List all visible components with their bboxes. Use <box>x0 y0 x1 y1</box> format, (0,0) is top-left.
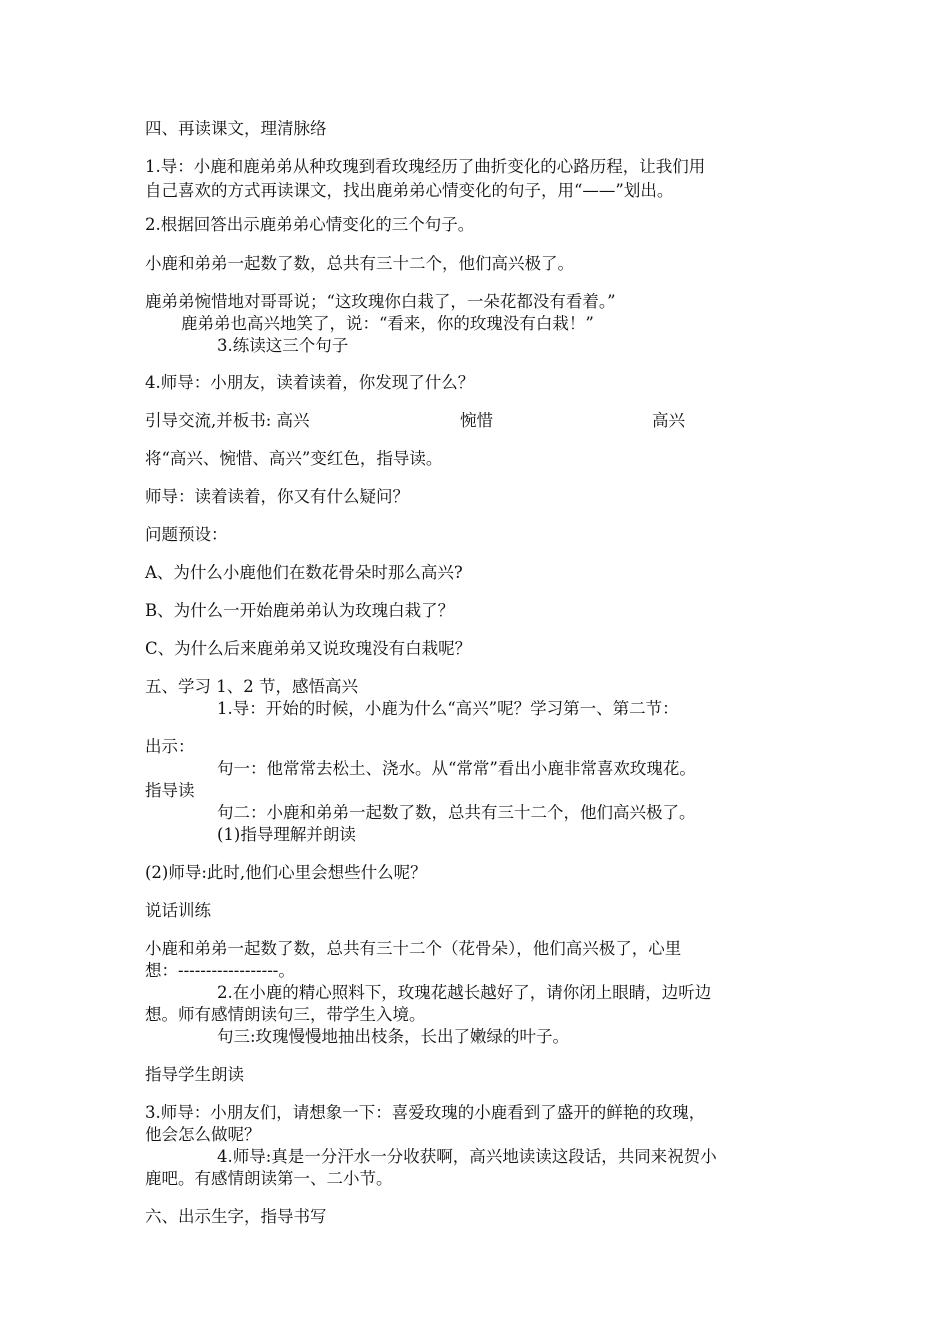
section-five-paragraph-2-line-1: 2.在小鹿的精心照料下，玫瑰花越长越好了，请你闭上眼睛，边听边 <box>217 983 712 1002</box>
quote-sentence-1: 小鹿和弟弟一起数了数，总共有三十二个，他们高兴极了。 <box>145 254 574 273</box>
paragraph-red-text: 将“高兴、惋惜、高兴”变红色，指导读。 <box>145 449 443 468</box>
fill-in-line-1: 小鹿和弟弟一起数了数，总共有三十二个（花骨朵），他们高兴极了，心里 <box>145 939 682 958</box>
paragraph-3: 3.练读这三个句子 <box>217 336 349 355</box>
question-b: B、为什么一开始鹿弟弟认为玫瑰白栽了？ <box>145 601 455 620</box>
board-word-regret: 惋惜 <box>460 411 493 430</box>
sentence-two: 句二：小鹿和弟弟一起数了数，总共有三十二个，他们高兴极了。 <box>217 803 696 822</box>
sub-item-2: (2)师导:此时,他们心里会想些什么呢？ <box>145 863 427 882</box>
paragraph-1-line-2: 自己喜欢的方式再读课文，找出鹿弟弟心情变化的句子，用“——”划出。 <box>145 181 674 200</box>
show-label: 出示： <box>145 737 195 756</box>
quote-sentence-2: 鹿弟弟惋惜地对哥哥说；“这玫瑰你白栽了，一朵花都没有看着。” <box>145 292 616 311</box>
section-five-heading: 五、学习 1、2 节，感悟高兴 <box>145 677 358 696</box>
sub-item-1: (1)指导理解并朗读 <box>217 825 356 844</box>
question-a: A、为什么小鹿他们在数花骨朵时那么高兴? <box>145 563 463 582</box>
speaking-training-label: 说话训练 <box>145 901 211 920</box>
board-label: 引导交流,并板书: 高兴 <box>145 411 310 430</box>
section-five-paragraph-4-line-2: 鹿吧。有感情朗读第一、二小节。 <box>145 1169 393 1188</box>
section-five-paragraph-2-line-2: 想。师有感情朗读句三，带学生入境。 <box>145 1005 426 1024</box>
guide-students-label: 指导学生朗读 <box>145 1065 244 1084</box>
question-c: C、为什么后来鹿弟弟又说玫瑰没有白栽呢？ <box>145 639 472 658</box>
fill-in-line-2: 想：------------------。 <box>145 961 295 980</box>
paragraph-4: 4.师导：小朋友，读着读着，你发现了什么？ <box>145 373 475 392</box>
paragraph-1-line-1: 1.导：小鹿和鹿弟弟从种玫瑰到看玫瑰经历了曲折变化的心路历程，让我们用 <box>145 157 706 176</box>
board-word-happy: 高兴 <box>652 411 685 430</box>
section-four-heading: 四、再读课文，理清脉络 <box>145 119 327 138</box>
quote-sentence-3: 鹿弟弟也高兴地笑了，说：“看来，你的玫瑰没有白栽！” <box>181 314 594 333</box>
sentence-one: 句一：他常常去松土、浇水。从“常常”看出小鹿非常喜欢玫瑰花。 <box>217 759 696 778</box>
preset-heading: 问题预设： <box>145 525 228 544</box>
section-six-heading: 六、出示生字，指导书写 <box>145 1207 327 1226</box>
paragraph-2: 2.根据回答出示鹿弟弟心情变化的三个句子。 <box>145 215 475 234</box>
section-five-paragraph-4-line-1: 4.师导:真是一分汗水一分收获啊，高兴地读读这段话，共同来祝贺小 <box>217 1147 717 1166</box>
section-five-paragraph-3-line-2: 他会怎么做呢？ <box>145 1125 261 1144</box>
paragraph-question: 师导：读着读着，你又有什么疑问？ <box>145 487 409 506</box>
section-five-paragraph-1: 1.导：开始的时候，小鹿为什么“高兴”呢？学习第一、第二节： <box>217 699 679 718</box>
sentence-three: 句三:玫瑰慢慢地抽出枝条，长出了嫩绿的叶子。 <box>217 1027 570 1046</box>
guide-read-label: 指导读 <box>145 781 195 800</box>
section-five-paragraph-3-line-1: 3.师导：小朋友们，请想象一下：喜爱玫瑰的小鹿看到了盛开的鲜艳的玫瑰， <box>145 1103 706 1122</box>
